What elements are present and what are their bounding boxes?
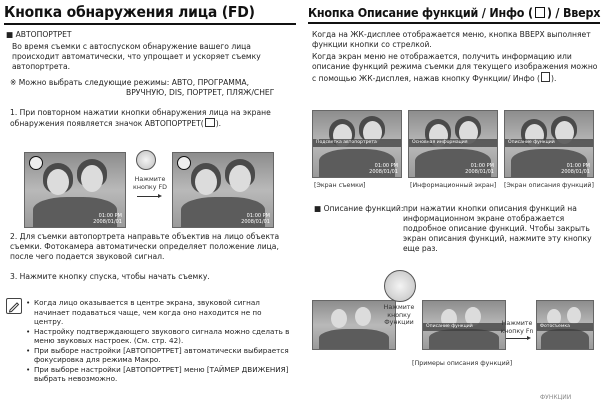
notes-list [26, 298, 292, 384]
para-2-end: ). [550, 74, 557, 83]
title-rule [4, 23, 296, 25]
press-fn-caption: Нажмите кнопку Fn [500, 320, 534, 335]
screen-shooting [312, 110, 402, 178]
screen-caption: [Экран описания функций] [504, 182, 594, 189]
para-2 [312, 52, 598, 84]
hud-time: 01:00 PM [246, 213, 270, 219]
info-icon [535, 7, 545, 18]
fd-button-icon [136, 150, 156, 170]
press-func-caption: Нажмите кнопку Функции [383, 304, 415, 326]
example-band: Описание функций [423, 323, 505, 331]
camera-screen-before [24, 152, 126, 228]
para-1: Когда на ЖК-дисплее отображается меню, кнопка ВВЕРХ выполняет функции кнопки со стрелкой. [312, 30, 591, 49]
step-1-body: 1. При повторном нажатии кнопки обнаружения лица на экране обнаружения появляется значок АВТОПОРТРЕТ( [10, 108, 271, 128]
screen-band: Описание функций [505, 139, 593, 147]
dial-button-icon [384, 270, 416, 302]
note-item: • При выборе настройки [АВТОПОРТРЕТ] меню [ТАЙМЕР ДВИЖЕНИЯ] выбрать невозможно. [26, 364, 289, 383]
self-portrait-icon [205, 118, 215, 127]
hud-time: 01:00 PM [470, 163, 494, 169]
intro-text: Во время съемки с автоспуском обнаружение вашего лица происходит автоматически, что упрощает и ускоряет съемку автопортрета. [12, 42, 261, 71]
modes-line-2: ВРУЧНУЮ, DIS, ПОРТРЕТ, ПЛЯЖ/СНЕГ [126, 88, 275, 97]
hud-time: 01:00 PM [374, 163, 398, 169]
hud-date: 2008/01/01 [465, 169, 494, 175]
camera-screen-after [172, 152, 274, 228]
note-icon [6, 298, 22, 314]
hud-date: 2008/01/01 [93, 219, 122, 225]
step-2-text: 2. Для съемки автопортрета направьте объектив на лицо объекта съемки. Фотокамера автоматически определяет положение лица, после чего подается звуковой сигнал. [10, 232, 280, 261]
section-heading: ■ АВТОПОРТРЕТ [6, 30, 72, 39]
right-page [308, 0, 600, 28]
screen-info [408, 110, 498, 178]
page-footer: ФУНКЦИИ [540, 394, 572, 401]
example-band: Фотосъемка [537, 323, 593, 331]
screen-caption: [Экран съемки] [314, 182, 366, 189]
para-2-body: Когда экран меню не отображается, получить информацию или описание функций режима съемки для текущего изображения можно с помощью ЖК-дисплея, нажав кнопку Функции/ Инфо ( [312, 52, 598, 83]
info-icon [541, 72, 550, 82]
screen-caption: [Информационный экран] [410, 182, 497, 189]
title-rule [308, 22, 600, 24]
left-page [4, 0, 296, 29]
desc-label: ■ Описание функций: [314, 204, 404, 213]
example-screen-3 [536, 300, 594, 350]
page-title: Кнопка Описание функций / Инфо ( ) / Вверх [308, 5, 601, 20]
note-item: • Настройку подтверждающего звукового сигнала можно сделать в меню звуковых настроек. (См. стр. 42). [26, 326, 290, 345]
step-1-text [10, 108, 288, 129]
hud-time: 01:00 PM [98, 213, 122, 219]
screen-band: Подсветка автопортрета [313, 139, 401, 147]
note-item: • Когда лицо оказывается в центре экрана, звуковой сигнал начинает подаваться чаще, чем когда оно находится не по центру. [26, 298, 262, 326]
hud-date: 2008/01/01 [241, 219, 270, 225]
desc-text: при нажатии кнопки описания функций на информационном экране отображается подробное описание функций. Чтобы закрыть экран описания функций, нажмите эту кнопку еще раз. [403, 204, 592, 253]
step-1-end: ). [215, 119, 222, 128]
screen-function-desc [504, 110, 594, 178]
hud-date: 2008/01/01 [369, 169, 398, 175]
step-3-text: 3. Нажмите кнопку спуска, чтобы начать съемку. [10, 272, 210, 281]
example-screen-2 [422, 300, 506, 350]
examples-caption: [Примеры описания функций] [412, 360, 513, 367]
note-item: • При выборе настройки [АВТОПОРТРЕТ] автоматически выбирается фокусировка для режима Макро. [26, 345, 289, 364]
screen-band: Основная информация [409, 139, 497, 147]
page-title: Кнопка обнаружения лица (FD) [4, 3, 255, 21]
modes-line-1: ※ Можно выбрать следующие режимы: АВТО, ПРОГРАММА, [10, 78, 249, 87]
arrow-icon [506, 338, 528, 339]
hud-time: 01:00 PM [566, 163, 590, 169]
hud-date: 2008/01/01 [561, 169, 590, 175]
arrow-icon [137, 196, 159, 197]
press-fd-caption: Нажмите кнопку FD [133, 176, 167, 191]
